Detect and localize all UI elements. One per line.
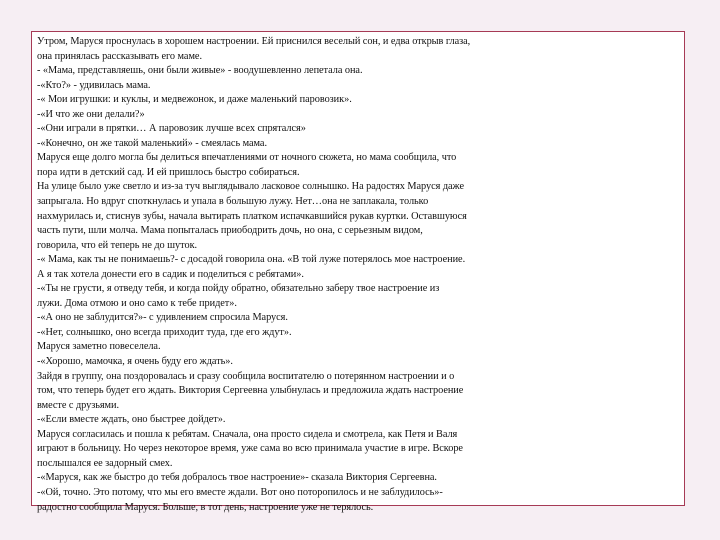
story-line: часть пути, шли молча. Мама попыталась приободрить дочь, но она, с серьезным видом, (37, 225, 423, 237)
story-line: -« Мои игрушки: и куклы, и медвежонок, и даже маленький паровозик». (37, 94, 352, 106)
story-line: -«Хорошо, мамочка, я очень буду его ждать». (37, 356, 233, 368)
story-line: она принялась рассказывать его маме. (37, 50, 202, 62)
story-line: -«Конечно, он же такой маленький» - смеялась мама. (37, 137, 267, 149)
story-line: -«А оно не заблудится?»- с удивлением спросила Маруся. (37, 312, 288, 324)
story-line: На улице было уже светло и из-за туч выглядывало ласковое солнышко. На радостях Маруся даже (37, 181, 464, 193)
story-line: - «Мама, представляешь, они были живые» - воодушевленно лепетала она. (37, 65, 363, 77)
story-line: Зайдя в группу, она поздоровалась и сразу сообщила воспитателю о потерянном настроении и о (37, 370, 455, 382)
story-line: радостно сообщила Маруся. Больше, в тот день, настроение уже не терялось. (37, 501, 374, 513)
story-line: лужи. Дома отмою и оно само к тебе придет». (37, 297, 237, 309)
story-line: Маруся еще долго могла бы делиться впечатлениями от ночного сюжета, но мама сообщила, что (37, 152, 457, 164)
story-line: -«Кто?» - удивилась мама. (37, 79, 151, 91)
story-line: играют в больницу. Но через некоторое время, уже сама во всю принимала участие в игре. Вскоре (37, 443, 463, 455)
slide-frame (31, 31, 685, 513)
story-line: -«И что же они делали?» (37, 108, 145, 120)
story-line: -«Нет, солнышко, оно всегда приходит туда, где его ждут». (37, 326, 292, 338)
story-line: -«Ты не грусти, я отведу тебя, и когда пойду обратно, обязательно заберу твое настроение из (37, 283, 440, 295)
story-line: нахмурилась и, стиснув зубы, начала вытирать платком испачкавшийся рукав куртки. Оставшуюся (37, 210, 467, 222)
story-line: Маруся заметно повеселела. (37, 341, 161, 353)
story-line: А я так хотела донести его в садик и поделиться с ребятами». (37, 268, 304, 280)
story-line: -«Они играли в прятки… А паровозик лучше всех спрятался» (37, 123, 306, 135)
story-line: Утром, Маруся проснулась в хорошем настроении. Ей приснился веселый сон, и едва открыв глаза, (37, 36, 471, 47)
story-line: -« Мама, как ты не понимаешь?- с досадой говорила она. «В той луже потерялось мое настроение. (37, 254, 466, 266)
story-line: -«Ой, точно. Это потому, что мы его вместе ждали. Вот оно поторопилось и не заблудилось»- (37, 486, 443, 498)
story-line: говорила, что ей теперь не до шуток. (37, 239, 198, 251)
story-text (37, 35, 680, 515)
story-line: -«Маруся, как же быстро до тебя добралось твое настроение»- сказала Виктория Сергеевна. (37, 472, 437, 484)
story-line: запрыгала. Но вдруг споткнулась и упала в большую лужу. Нет…она не заплакала, только (37, 196, 429, 208)
story-line: Маруся согласилась и пошла к ребятам. Сначала, она просто сидела и смотрела, как Петя и Валя (37, 428, 458, 440)
story-line: том, что теперь будет его ждать. Виктория Сергеевна улыбнулась и предложила ждать настроение (37, 385, 464, 397)
story-line: пора идти в детский сад. И ей пришлось быстро собираться. (37, 166, 300, 178)
story-line: -«Если вместе ждать, оно быстрее дойдет». (37, 414, 226, 426)
story-line: вместе с друзьями. (37, 399, 119, 411)
story-line: послышался ее задорный смех. (37, 457, 173, 469)
